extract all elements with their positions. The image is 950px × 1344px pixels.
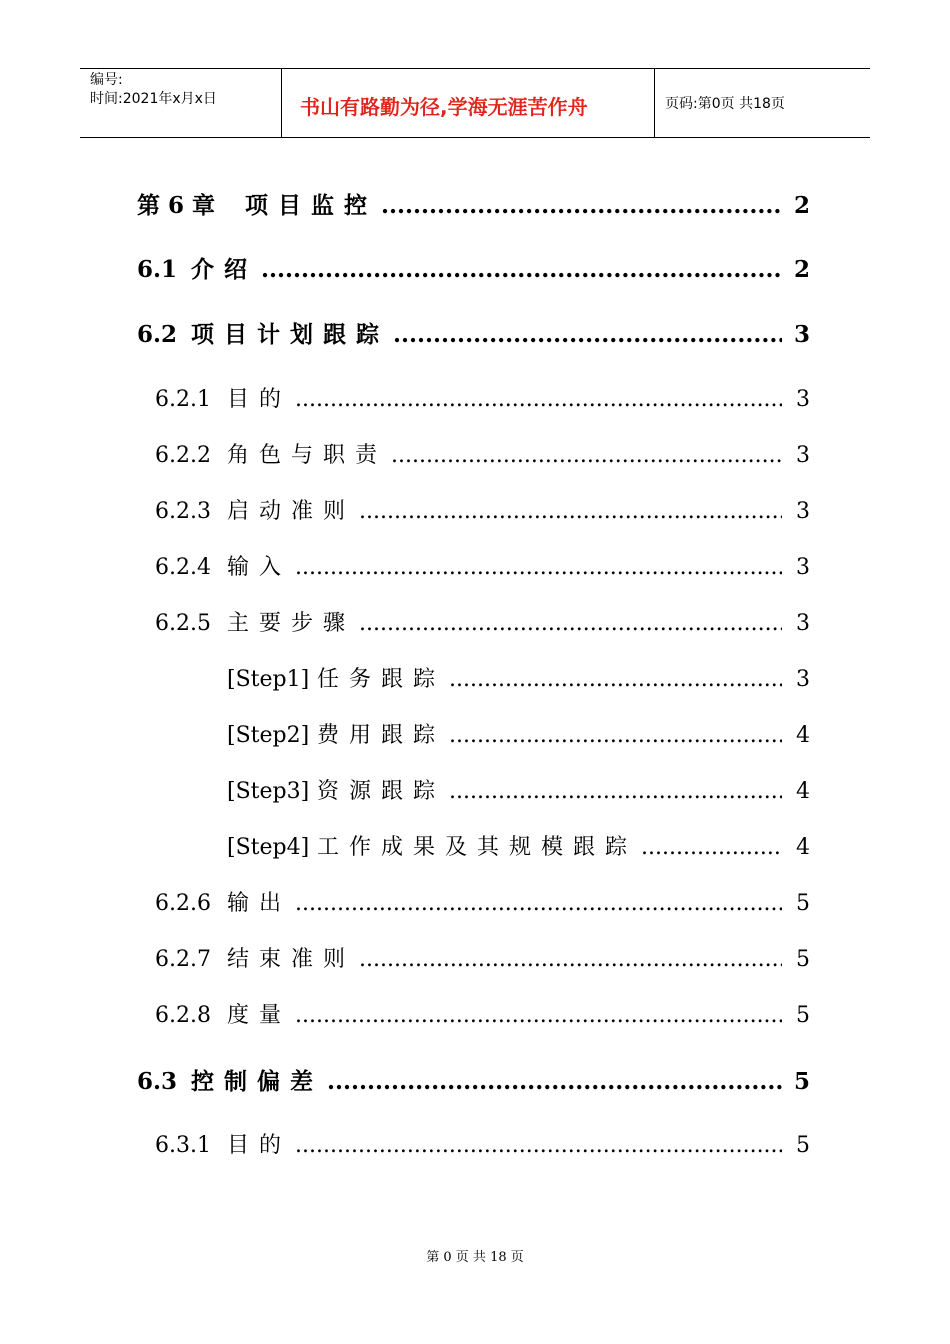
toc-entry[interactable] <box>155 998 810 1029</box>
toc-entry[interactable] <box>137 251 810 284</box>
toc-entry-page: 5 <box>796 1003 810 1028</box>
toc-entry-page: 3 <box>796 667 810 692</box>
toc-entry-number: 6.2.2 <box>155 443 211 468</box>
toc-entry-title: 目的 <box>227 1133 292 1158</box>
footer-prefix: 第 <box>426 1250 440 1265</box>
toc-entry-title: 任务跟踪 <box>317 667 446 692</box>
footer-middle: 页 共 <box>455 1250 486 1265</box>
toc-entry[interactable] <box>155 942 810 973</box>
toc-entry-page: 2 <box>793 192 810 219</box>
toc-entry-page: 4 <box>796 835 810 860</box>
toc-entry-number: [Step3] <box>227 779 310 804</box>
toc-leader-dots <box>295 1133 782 1158</box>
header-info-cell <box>80 69 282 137</box>
toc-leader-dots <box>391 443 782 468</box>
toc-leader-dots <box>393 321 782 348</box>
toc-entry[interactable] <box>155 494 810 525</box>
toc-entry-page: 4 <box>796 779 810 804</box>
toc-entry-number: 6.1 <box>137 256 178 283</box>
toc-entry-page: 3 <box>796 387 810 412</box>
header-page-info: 页码:第0页 共18页 <box>665 96 785 112</box>
toc-leader-dots <box>295 1003 782 1028</box>
toc-entry-page: 3 <box>796 443 810 468</box>
toc-entry-title: 目的 <box>227 387 292 412</box>
toc-entry-number: 6.3.1 <box>155 1133 211 1158</box>
toc-leader-dots <box>359 611 782 636</box>
toc-entry-number: 6.2 <box>137 321 178 348</box>
toc-entry-title: 度量 <box>227 1003 292 1028</box>
toc-entry-number: 6.2.5 <box>155 611 211 636</box>
toc-leader-dots <box>295 555 782 580</box>
toc-entry[interactable] <box>137 187 810 220</box>
toc-entry-page: 5 <box>793 1068 810 1095</box>
toc-entry-title: 启动准则 <box>227 499 356 524</box>
toc-entry-number: 6.2.6 <box>155 891 211 916</box>
toc-entry-page: 3 <box>796 611 810 636</box>
toc-entry-title: 工作成果及其规模跟踪 <box>317 835 638 860</box>
footer-total-pages: 18 <box>490 1250 507 1265</box>
toc-entry[interactable] <box>227 830 810 861</box>
toc-entry-page: 5 <box>796 891 810 916</box>
footer-suffix: 页 <box>510 1250 524 1265</box>
toc-entry[interactable] <box>155 886 810 917</box>
toc-entry-number: 6.2.8 <box>155 1003 211 1028</box>
toc-entry-title: 费用跟踪 <box>317 723 446 748</box>
toc-leader-dots <box>327 1068 782 1095</box>
toc-leader-dots <box>641 835 782 860</box>
toc-entry-page: 3 <box>796 499 810 524</box>
toc-leader-dots <box>381 192 782 219</box>
toc-leader-dots <box>449 667 782 692</box>
toc-entry-page: 3 <box>796 555 810 580</box>
toc-entry-title: 主要步骤 <box>227 611 356 636</box>
page-footer <box>0 1246 950 1265</box>
toc-leader-dots <box>359 499 782 524</box>
toc-entry-number: [Step2] <box>227 723 310 748</box>
toc-entry-number: [Step1] <box>227 667 310 692</box>
toc-entry[interactable] <box>155 606 810 637</box>
toc-entry-title: 项目计划跟踪 <box>191 321 389 348</box>
toc-entry[interactable] <box>227 662 810 693</box>
toc-entry-number: 6.3 <box>137 1068 178 1095</box>
toc-entry-title: 介绍 <box>191 256 257 283</box>
toc-entry[interactable] <box>155 1128 810 1159</box>
toc-leader-dots <box>261 256 782 283</box>
page-header <box>80 68 870 138</box>
toc-entry-title: 角色与职责 <box>227 443 388 468</box>
toc-entry[interactable] <box>227 774 810 805</box>
toc-entry-number: 第 6 章 <box>137 192 216 219</box>
toc-entry-page: 5 <box>796 1133 810 1158</box>
toc-entry-number: 6.2.1 <box>155 387 211 412</box>
toc-leader-dots <box>359 947 782 972</box>
toc-leader-dots <box>449 779 782 804</box>
toc-entry-page: 2 <box>793 256 810 283</box>
toc-leader-dots <box>449 723 782 748</box>
toc-entry[interactable] <box>155 550 810 581</box>
toc-entry-title: 项目监控 <box>245 192 377 219</box>
document-number-label: 编号: <box>90 72 123 88</box>
toc-entry[interactable] <box>155 438 810 469</box>
toc-entry-page: 3 <box>793 321 810 348</box>
toc-entry-number: 6.2.3 <box>155 499 211 524</box>
toc-entry-page: 4 <box>796 723 810 748</box>
toc-entry-number: 6.2.4 <box>155 555 211 580</box>
toc-entry[interactable] <box>227 718 810 749</box>
toc-leader-dots <box>295 891 782 916</box>
toc-entry[interactable] <box>137 316 810 349</box>
toc-entry-page: 5 <box>796 947 810 972</box>
toc-entry-number: 6.2.7 <box>155 947 211 972</box>
toc-entry[interactable] <box>137 1063 810 1096</box>
toc-entry-title: 资源跟踪 <box>317 779 446 804</box>
footer-current-page: 0 <box>443 1250 452 1265</box>
toc-leader-dots <box>295 387 782 412</box>
toc-entry-title: 输出 <box>227 891 292 916</box>
document-time-label: 时间:2021年x月x日 <box>90 91 217 107</box>
toc-entry-title: 控制偏差 <box>191 1068 323 1095</box>
header-motto-cell <box>282 69 655 137</box>
toc-entry-number: [Step4] <box>227 835 310 860</box>
header-motto: 书山有路勤为径,学海无涯苦作舟 <box>300 95 588 119</box>
toc-entry[interactable] <box>155 382 810 413</box>
toc-entry-title: 输入 <box>227 555 292 580</box>
toc-entry-title: 结束准则 <box>227 947 356 972</box>
